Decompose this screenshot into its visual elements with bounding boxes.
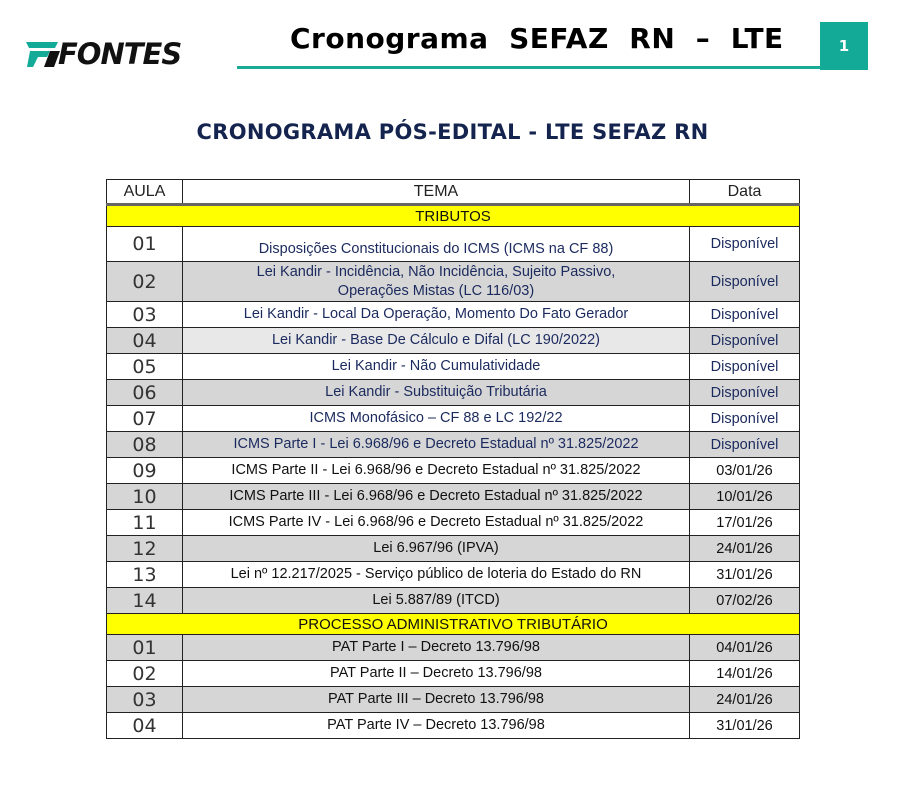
table-row [107, 406, 800, 432]
table-row [107, 687, 800, 713]
aula-topic: ICMS Parte II - Lei 6.968/96 e Decreto Estadual nº 31.825/2022 [182, 458, 689, 484]
aula-topic: ICMS Parte III - Lei 6.968/96 e Decreto Estadual nº 31.825/2022 [182, 484, 689, 510]
aula-date: 14/01/26 [690, 661, 800, 687]
table-row [107, 458, 800, 484]
aula-number: 07 [107, 406, 183, 432]
aula-number: 08 [107, 432, 183, 458]
table-row [107, 380, 800, 406]
aula-date: Disponível [690, 262, 800, 302]
aula-number: 02 [107, 661, 183, 687]
aula-topic: PAT Parte IV – Decreto 13.796/98 [182, 713, 689, 739]
aula-number: 13 [107, 562, 183, 588]
aula-number: 01 [107, 635, 183, 661]
table-row [107, 328, 800, 354]
table-row [107, 635, 800, 661]
table-row [107, 227, 800, 262]
aula-topic: ICMS Parte I - Lei 6.968/96 e Decreto Estadual nº 31.825/2022 [182, 432, 689, 458]
aula-number: 05 [107, 354, 183, 380]
aula-topic [182, 262, 689, 302]
document-title: CRONOGRAMA PÓS-EDITAL - LTE SEFAZ RN [196, 120, 709, 144]
aula-topic: Lei Kandir - Local Da Operação, Momento Do Fato Gerador [182, 302, 689, 328]
table-row [107, 262, 800, 302]
aula-number: 09 [107, 458, 183, 484]
fontes-logo [24, 38, 181, 70]
aula-topic: ICMS Monofásico – CF 88 e LC 192/22 [182, 406, 689, 432]
table-row [107, 484, 800, 510]
table-row [107, 302, 800, 328]
aula-date: 17/01/26 [690, 510, 800, 536]
aula-date: Disponível [690, 432, 800, 458]
aula-number: 14 [107, 588, 183, 614]
table-row [107, 588, 800, 614]
aula-number: 04 [107, 328, 183, 354]
column-header-data: Data [690, 180, 800, 205]
aula-date: 24/01/26 [690, 687, 800, 713]
aula-date: 10/01/26 [690, 484, 800, 510]
aula-date: 24/01/26 [690, 536, 800, 562]
aula-topic: PAT Parte II – Decreto 13.796/98 [182, 661, 689, 687]
table-row [107, 562, 800, 588]
column-header-tema: TEMA [182, 180, 689, 205]
aula-topic-line: Operações Mistas (LC 116/03) [337, 282, 535, 299]
aula-number: 01 [107, 227, 183, 262]
aula-date: Disponível [690, 328, 800, 354]
aula-number: 03 [107, 302, 183, 328]
aula-number: 02 [107, 262, 183, 302]
table-row [107, 661, 800, 687]
table-row [107, 354, 800, 380]
header-divider [237, 66, 821, 69]
aula-topic: Lei Kandir - Substituição Tributária [182, 380, 689, 406]
table-row [107, 536, 800, 562]
aula-topic: Lei 5.887/89 (ITCD) [182, 588, 689, 614]
aula-topic: PAT Parte III – Decreto 13.796/98 [182, 687, 689, 713]
schedule-table [106, 179, 800, 739]
aula-number: 03 [107, 687, 183, 713]
section-title: TRIBUTOS [107, 205, 800, 227]
aula-topic: ICMS Parte IV - Lei 6.968/96 e Decreto Estadual nº 31.825/2022 [182, 510, 689, 536]
table-row [107, 432, 800, 458]
section-title: PROCESSO ADMINISTRATIVO TRIBUTÁRIO [107, 614, 800, 635]
table-header-row [107, 180, 800, 205]
aula-date: Disponível [690, 227, 800, 262]
aula-date: 31/01/26 [690, 713, 800, 739]
table-row [107, 510, 800, 536]
aula-number: 12 [107, 536, 183, 562]
header-title: Cronograma SEFAZ RN – LTE [290, 22, 784, 55]
aula-date: Disponível [690, 406, 800, 432]
aula-date: 03/01/26 [690, 458, 800, 484]
fontes-logo-mark-icon [24, 40, 60, 68]
aula-date: 04/01/26 [690, 635, 800, 661]
aula-date: Disponível [690, 302, 800, 328]
section-header-processo-administrativo [107, 614, 800, 635]
aula-topic: Lei nº 12.217/2025 - Serviço público de loteria do Estado do RN [182, 562, 689, 588]
aula-date: 31/01/26 [690, 562, 800, 588]
aula-number: 06 [107, 380, 183, 406]
aula-topic: Lei Kandir - Não Cumulatividade [182, 354, 689, 380]
aula-topic: PAT Parte I – Decreto 13.796/98 [182, 635, 689, 661]
aula-topic: Lei Kandir - Base De Cálculo e Difal (LC 190/2022) [182, 328, 689, 354]
aula-date: Disponível [690, 380, 800, 406]
logo-text: FONTES [58, 37, 182, 71]
section-header-tributos [107, 205, 800, 227]
aula-topic: Lei 6.967/96 (IPVA) [182, 536, 689, 562]
aula-date: Disponível [690, 354, 800, 380]
aula-date: 07/02/26 [690, 588, 800, 614]
column-header-aula: AULA [107, 180, 183, 205]
page-number-badge: 1 [820, 22, 868, 70]
aula-topic-line: Lei Kandir - Incidência, Não Incidência, Sujeito Passivo, [256, 263, 616, 280]
aula-number: 10 [107, 484, 183, 510]
aula-topic: Disposições Constitucionais do ICMS (ICMS na CF 88) [182, 227, 689, 262]
table-row [107, 713, 800, 739]
aula-number: 04 [107, 713, 183, 739]
aula-number: 11 [107, 510, 183, 536]
